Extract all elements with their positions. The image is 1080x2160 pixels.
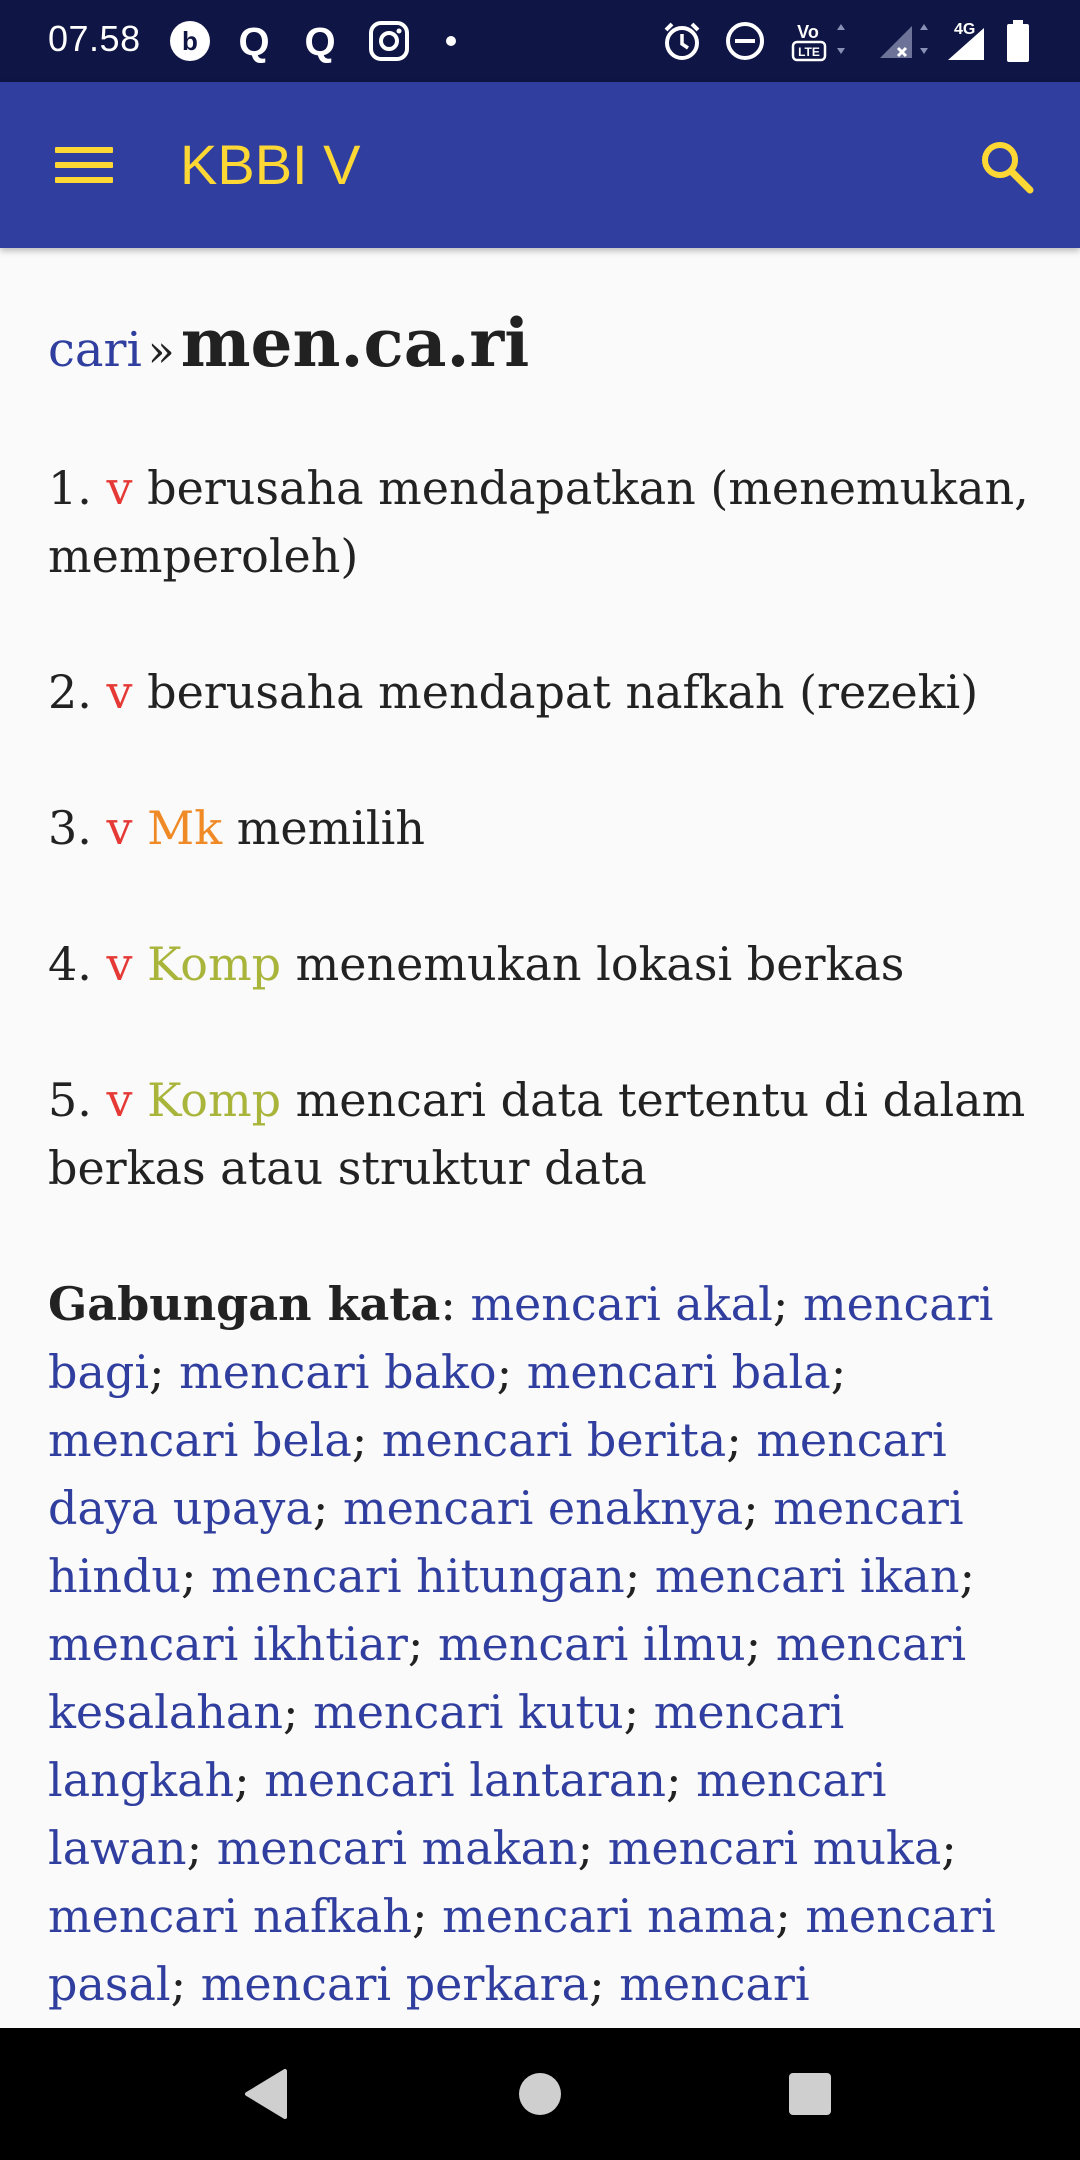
compound-word-link[interactable]: mencari pasal xyxy=(48,1889,996,2011)
compound-separator: ; xyxy=(181,1549,212,1603)
compound-word-link[interactable]: mencari ilmu xyxy=(437,1617,746,1671)
sense-item xyxy=(48,794,1032,862)
compound-separator: ; xyxy=(407,1617,438,1671)
home-circle-icon xyxy=(517,2071,563,2117)
sense-number: 4. xyxy=(48,937,92,991)
search-icon xyxy=(978,138,1036,196)
compound-separator: ; xyxy=(743,1481,774,1535)
compound-word-link[interactable]: mencari bela xyxy=(48,1413,352,1467)
compound-word-link[interactable]: mencari bagi xyxy=(48,1277,994,1399)
part-of-speech: v xyxy=(106,1073,133,1127)
compound-separator: ; xyxy=(772,1277,803,1331)
compound-separator: ; xyxy=(234,1753,265,1807)
compound-word-link[interactable]: mencari perkara xyxy=(200,1957,590,2011)
q-app-icon xyxy=(298,16,342,66)
svg-text:Vo: Vo xyxy=(797,22,819,42)
status-time: 07.58 xyxy=(48,18,141,59)
signal-icon xyxy=(876,16,936,66)
compound-separator: ; xyxy=(959,1549,975,1603)
app-title: KBBI V xyxy=(180,133,361,196)
compound-separator: ; xyxy=(941,1821,957,1875)
instagram-icon xyxy=(368,16,410,66)
entry-content xyxy=(48,248,1032,2028)
compound-separator: ; xyxy=(726,1413,757,1467)
compound-word-link[interactable]: mencari akal xyxy=(470,1277,773,1331)
sense-item xyxy=(48,454,1032,590)
part-of-speech: v xyxy=(106,461,133,515)
menu-button[interactable] xyxy=(40,132,128,198)
compounds-label: Gabungan kata xyxy=(48,1277,441,1331)
compound-words xyxy=(48,1270,1032,2018)
hamburger-menu-icon xyxy=(55,145,113,185)
sense-list xyxy=(48,454,1032,1202)
navigation-bar xyxy=(0,2028,1080,2160)
field-label: Komp xyxy=(147,1073,282,1127)
sense-number: 2. xyxy=(48,665,92,719)
compound-word-link[interactable]: mencari daya upaya xyxy=(48,1413,947,1535)
signal-4g-icon xyxy=(944,16,990,66)
app-bar xyxy=(0,82,1080,248)
back-button[interactable] xyxy=(226,2054,306,2134)
compound-separator: ; xyxy=(830,1345,847,1399)
breadcrumb-separator: » xyxy=(147,326,175,377)
part-of-speech: v xyxy=(106,665,133,719)
definition-text: berusaha mendapatkan (menemukan, memperoleh) xyxy=(48,461,1029,583)
compound-word-link[interactable]: mencari nafkah xyxy=(48,1889,412,1943)
svg-text:b: b xyxy=(182,26,198,56)
compound-list xyxy=(48,1277,996,2011)
compound-word-link[interactable]: mencari ikan xyxy=(654,1549,960,1603)
dnd-icon xyxy=(724,16,766,66)
sense-item xyxy=(48,658,1032,726)
compound-word-link[interactable]: mencari kutu xyxy=(313,1685,624,1739)
compound-word-link[interactable]: mencari makan xyxy=(216,1821,578,1875)
compound-word-link[interactable]: mencari lantaran xyxy=(264,1753,666,1807)
compound-word-link[interactable]: mencari hitungan xyxy=(211,1549,625,1603)
q-app-icon xyxy=(232,16,276,66)
recents-button[interactable] xyxy=(770,2054,850,2134)
compound-word-link[interactable]: mencari enaknya xyxy=(342,1481,744,1535)
definition-text: memilih xyxy=(236,801,425,855)
field-label: Komp xyxy=(147,937,282,991)
compound-separator: ; xyxy=(665,1753,697,1807)
definition-text: berusaha mendapat nafkah (rezeki) xyxy=(147,665,979,719)
compound-word-link[interactable]: mencari muka xyxy=(607,1821,942,1875)
compound-word-link[interactable]: mencari berita xyxy=(381,1413,727,1467)
recents-square-icon xyxy=(787,2071,833,2117)
compound-word-link[interactable]: mencari xyxy=(619,1957,810,2011)
definition-text: menemukan lokasi berkas xyxy=(295,937,905,991)
home-button[interactable] xyxy=(500,2054,580,2134)
sense-number: 1. xyxy=(48,461,92,515)
notification-dot-icon xyxy=(444,16,458,66)
sense-item xyxy=(48,1066,1032,1202)
compound-word-link[interactable]: mencari lawan xyxy=(48,1753,887,1875)
compounds-colon: : xyxy=(440,1277,471,1331)
compound-word-link[interactable]: mencari ikhtiar xyxy=(48,1617,408,1671)
compound-word-link[interactable]: mencari bala xyxy=(526,1345,831,1399)
root-word-link[interactable]: cari xyxy=(48,322,142,378)
compound-separator: ; xyxy=(589,1957,620,2011)
compound-word-link[interactable]: mencari kesalahan xyxy=(48,1617,967,1739)
headword: men.ca.ri xyxy=(180,304,530,382)
compound-separator: ; xyxy=(496,1345,527,1399)
part-of-speech: v xyxy=(106,801,133,855)
compound-word-link[interactable]: mencari hindu xyxy=(48,1481,964,1603)
compound-separator: ; xyxy=(577,1821,608,1875)
svg-text:Q: Q xyxy=(238,20,270,63)
compound-separator: ; xyxy=(745,1617,776,1671)
compound-separator: ; xyxy=(623,1685,654,1739)
definition-text: mencari data tertentu di dalam berkas atau struktur data xyxy=(48,1073,1026,1195)
field-label: Mk xyxy=(147,801,223,855)
compound-separator: ; xyxy=(624,1549,655,1603)
part-of-speech: v xyxy=(106,937,133,991)
compound-separator: ; xyxy=(411,1889,443,1943)
volte-icon xyxy=(790,16,850,66)
back-triangle-icon xyxy=(241,2067,291,2121)
sense-item xyxy=(48,930,1032,998)
alarm-icon xyxy=(660,16,704,66)
sense-number: 5. xyxy=(48,1073,92,1127)
b-app-icon xyxy=(168,16,212,66)
network-type: 4G xyxy=(954,21,976,38)
compound-word-link[interactable]: mencari nama xyxy=(442,1889,776,1943)
battery-icon xyxy=(1004,16,1032,66)
compound-separator: ; xyxy=(170,1957,201,2011)
compound-word-link[interactable]: mencari langkah xyxy=(48,1685,845,1807)
entry-headline xyxy=(48,304,1032,396)
compound-separator: ; xyxy=(186,1821,217,1875)
compound-separator: ; xyxy=(775,1889,806,1943)
status-bar xyxy=(0,0,1080,82)
compound-separator: ; xyxy=(351,1413,382,1467)
svg-text:Q: Q xyxy=(304,20,336,63)
compound-separator: ; xyxy=(149,1345,180,1399)
sense-number: 3. xyxy=(48,801,92,855)
compound-separator: ; xyxy=(282,1685,314,1739)
search-button[interactable] xyxy=(962,122,1052,212)
svg-text:LTE: LTE xyxy=(798,45,820,59)
compound-word-link[interactable]: mencari bako xyxy=(179,1345,497,1399)
compound-separator: ; xyxy=(312,1481,343,1535)
